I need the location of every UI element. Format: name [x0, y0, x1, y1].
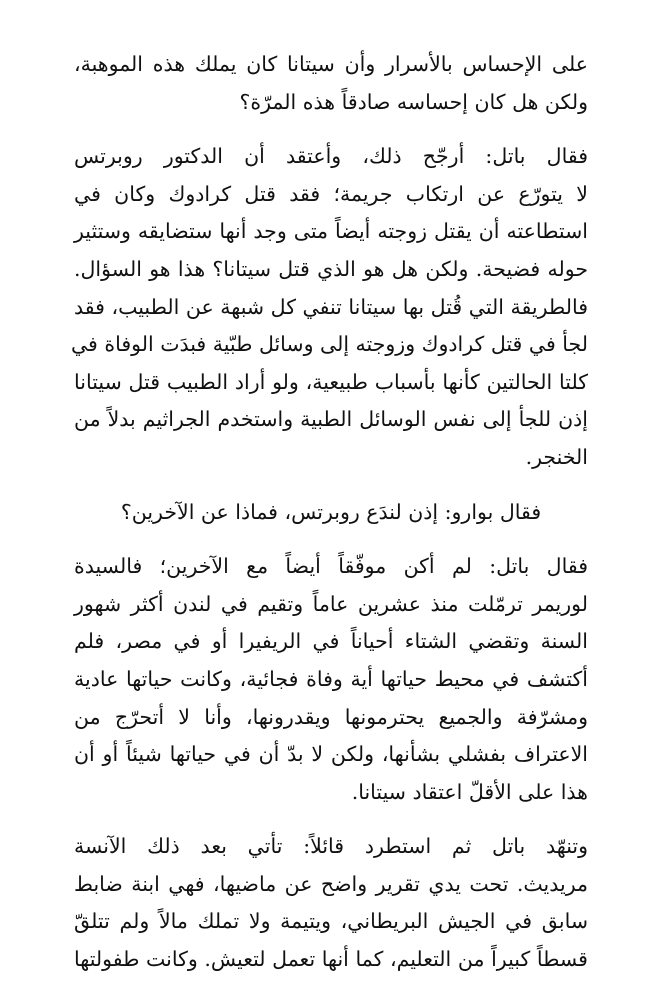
- text-line: ولكن هل كان إحساسه صادقاً هذه المرّة؟: [239, 89, 588, 114]
- text-line: الاعتراف بفشلي بشأنها، ولكن لا بدّ أن في حياتها شيئاً أو أن: [74, 742, 588, 767]
- text-line: إذن للجأ إلى نفس الوسائل الطبية واستخدم الجراثيم بدلاً من: [74, 407, 588, 432]
- text-line: الخنجر.: [525, 444, 588, 469]
- text-line: لا يتورّع عن ارتكاب جريمة؛ فقد قتل كرادوك وكان في: [74, 181, 588, 206]
- text-line: وتنهّد باتل ثم استطرد قائلاً: تأتي بعد ذلك الآنسة: [74, 834, 588, 859]
- text-line: ومشرّفة والجميع يحترمونها ويقدرونها، وأنا لا أتحرّج من: [74, 704, 588, 729]
- text-line: استطاعته أن يقتل زوجته أيضاً متى وجد أنها ستضايقه وستثير: [74, 219, 588, 244]
- paragraph-2: [70, 138, 588, 476]
- text-line: كلتا الحالتين كأنها بأسباب طبيعية، ولو أراد الطبيب قتل سيتانا: [74, 369, 588, 394]
- text-line: أكتشف في محيط حياتها أية وفاة فجائية، وكانت حياتها عادية: [74, 666, 588, 691]
- text-line: حوله فضيحة. ولكن هل هو الذي قتل سيتانا؟ هذا هو السؤال.: [74, 256, 588, 281]
- paragraph-4: [74, 548, 588, 811]
- text-line: فقال باتل: لم أكن موفّقاً أيضاً مع الآخرين؛ فالسيدة: [74, 554, 588, 579]
- text-line: لجأ في قتل كرادوك وزوجته إلى وسائل طبّية فبدَت الوفاة في: [70, 332, 588, 357]
- text-line: قسطاً كبيراً من التعليم، كما أنها تعمل لتعيش. وكانت طفولتها: [74, 947, 588, 972]
- text-line: هذا على الأقلّ اعتقاد سيتانا.: [351, 779, 588, 804]
- text-line: فالطريقة التي قُتل بها سيتانا تنفي كل شبهة عن الطبيب، فقد: [74, 294, 588, 319]
- book-page: [70, 46, 588, 996]
- paragraph-3: [74, 494, 588, 532]
- text-line: السنة وتقضي الشتاء أحياناً في الريفيرا أو في مصر، فلم: [74, 629, 588, 654]
- text-line: سابق في الجيش البريطاني، ويتيمة ولا تملك مالاً ولم تتلقّ: [74, 909, 588, 934]
- text-line: فقال بوارو: إذن لندَع روبرتس، فماذا عن الآخرين؟: [120, 499, 542, 524]
- text-line: فقال باتل: أرجّح ذلك، وأعتقد أن الدكتور روبرتس: [74, 144, 588, 169]
- paragraph-1: [74, 46, 588, 121]
- text-line: مريديث. تحت يدي تقرير واضح عن ماضيها، فهي ابنة ضابط: [74, 871, 588, 896]
- text-line: على الإحساس بالأسرار وأن سيتانا كان يملك هذه الموهبة،: [74, 52, 588, 76]
- paragraph-5: [74, 828, 588, 978]
- text-line: لوريمر ترمّلت منذ عشرين عاماً وتقيم في لندن أكثر شهور: [74, 591, 588, 616]
